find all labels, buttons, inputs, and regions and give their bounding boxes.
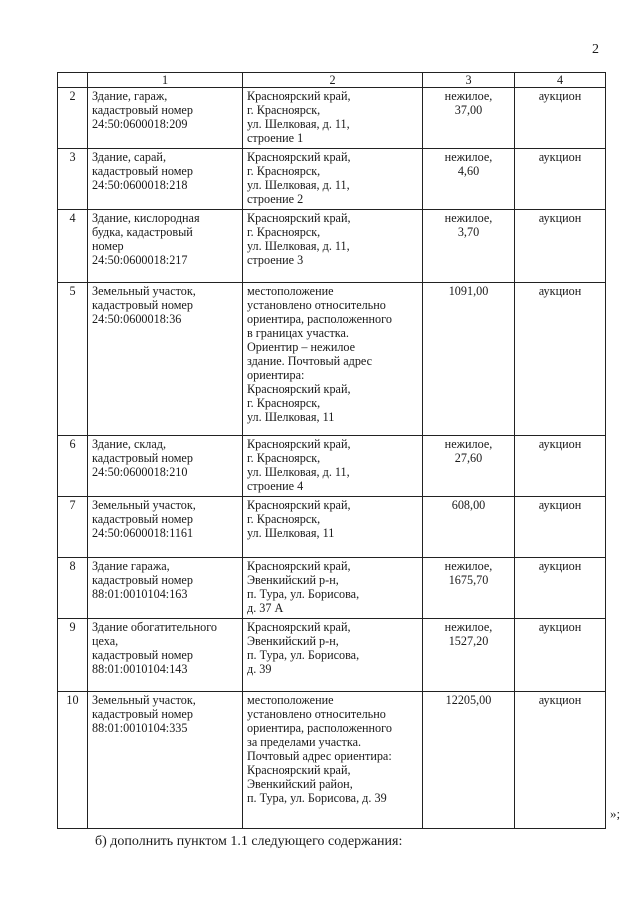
object-area-cell-line: нежилое, xyxy=(444,559,493,573)
object-area-cell-line: 3,70 xyxy=(457,225,480,239)
object-area-cell-line: 27,60 xyxy=(454,451,483,465)
header-cell-num xyxy=(58,73,88,88)
object-address-cell-line: г. Красноярск, xyxy=(247,396,321,410)
object-address-cell xyxy=(243,210,423,283)
object-address-cell-line: Почтовый адрес ориентира: xyxy=(247,749,392,763)
object-address-cell xyxy=(243,497,423,558)
object-description-cell-line: 24:50:0600018:218 xyxy=(92,178,188,192)
row-number-cell: 7 xyxy=(58,497,88,558)
object-area-cell xyxy=(423,283,515,436)
object-address-cell-line: Красноярский край, xyxy=(247,437,351,451)
object-address-cell-line: ул. Шелковая, д. 11, xyxy=(247,178,350,192)
object-description-cell-line: цеха, xyxy=(92,634,119,648)
row-number-cell: 4 xyxy=(58,210,88,283)
object-description-cell-line: Земельный участок, xyxy=(92,284,196,298)
object-description-cell xyxy=(88,283,243,436)
object-address-cell-line: г. Красноярск, xyxy=(247,451,321,465)
object-area-cell-line: нежилое, xyxy=(444,89,493,103)
object-address-cell-line: установлено относительно xyxy=(247,707,386,721)
object-description-cell xyxy=(88,436,243,497)
object-description-cell-line: Земельный участок, xyxy=(92,693,196,707)
object-description-cell xyxy=(88,692,243,829)
row-number-cell: 10 xyxy=(58,692,88,829)
object-area-cell-line: 4,60 xyxy=(457,164,480,178)
object-address-cell-line: п. Тура, ул. Борисова, д. 39 xyxy=(247,791,387,805)
header-cell-method: 4 xyxy=(515,73,606,88)
object-description-cell xyxy=(88,497,243,558)
header-cell-description: 1 xyxy=(88,73,243,88)
object-description-cell-line: Здание, сарай, xyxy=(92,150,166,164)
object-address-cell-line: г. Красноярск, xyxy=(247,225,321,239)
object-description-cell xyxy=(88,210,243,283)
object-address-cell-line: Красноярский край, xyxy=(247,150,351,164)
privatization-method-cell: аукцион xyxy=(515,210,606,283)
object-address-cell xyxy=(243,619,423,692)
object-description-cell-line: кадастровый номер xyxy=(92,573,193,587)
row-number-cell: 8 xyxy=(58,558,88,619)
object-description-cell xyxy=(88,149,243,210)
object-address-cell xyxy=(243,436,423,497)
object-address-cell-line: Ориентир – нежилое xyxy=(247,340,356,354)
object-address-cell-line: Красноярский край, xyxy=(247,89,351,103)
object-description-cell-line: Здание гаража, xyxy=(92,559,170,573)
object-address-cell xyxy=(243,692,423,829)
row-number-cell: 6 xyxy=(58,436,88,497)
object-address-cell-line: д. 39 xyxy=(247,662,272,676)
object-description-cell-line: 24:50:0600018:36 xyxy=(92,312,182,326)
object-address-cell-line: за пределами участка. xyxy=(247,735,362,749)
table-row xyxy=(58,558,606,619)
object-description-cell-line: кадастровый номер xyxy=(92,512,193,526)
property-table xyxy=(57,72,606,829)
header-cell-address: 2 xyxy=(243,73,423,88)
table-row xyxy=(58,283,606,436)
object-area-cell-line: 1527,20 xyxy=(448,634,489,648)
closing-quote-mark: »; xyxy=(610,806,621,821)
table-row xyxy=(58,692,606,829)
page-number: 2 xyxy=(592,42,599,57)
object-address-cell-line: г. Красноярск, xyxy=(247,164,321,178)
object-address-cell-line: Красноярский край, xyxy=(247,498,351,512)
object-address-cell-line: местоположение xyxy=(247,693,334,707)
object-description-cell-line: 24:50:0600018:1161 xyxy=(92,526,194,540)
privatization-method-cell: аукцион xyxy=(515,692,606,829)
object-area-cell xyxy=(423,436,515,497)
object-area-cell-line: нежилое, xyxy=(444,211,493,225)
object-description-cell xyxy=(88,558,243,619)
object-address-cell-line: в границах участка. xyxy=(247,326,349,340)
table-header-row xyxy=(58,73,606,88)
object-address-cell-line: строение 4 xyxy=(247,479,304,493)
table-row xyxy=(58,149,606,210)
object-area-cell xyxy=(423,210,515,283)
object-description-cell-line: Земельный участок, xyxy=(92,498,196,512)
object-address-cell-line: Эвенкийский р-н, xyxy=(247,573,339,587)
table-row xyxy=(58,436,606,497)
object-description-cell-line: кадастровый номер xyxy=(92,164,193,178)
object-address-cell-line: ориентира, расположенного xyxy=(247,721,392,735)
object-area-cell-line: 37,00 xyxy=(454,103,483,117)
object-description-cell xyxy=(88,619,243,692)
object-area-cell xyxy=(423,149,515,210)
object-area-cell-line: 12205,00 xyxy=(445,693,492,707)
row-number-cell: 9 xyxy=(58,619,88,692)
object-address-cell-line: ул. Шелковая, 11 xyxy=(247,526,335,540)
object-description-cell-line: Здание, гараж, xyxy=(92,89,168,103)
object-description-cell-line: 88:01:0010104:163 xyxy=(92,587,188,601)
object-area-cell xyxy=(423,692,515,829)
object-description-cell-line: кадастровый номер xyxy=(92,648,193,662)
table-row xyxy=(58,497,606,558)
object-description-cell-line: 88:01:0010104:335 xyxy=(92,721,188,735)
privatization-method-cell: аукцион xyxy=(515,88,606,149)
privatization-method-cell: аукцион xyxy=(515,558,606,619)
object-description-cell-line: кадастровый номер xyxy=(92,451,193,465)
object-description-cell-line: 24:50:0600018:210 xyxy=(92,465,188,479)
object-area-cell-line: нежилое, xyxy=(444,437,493,451)
object-description-cell-line: будка, кадастровый xyxy=(92,225,193,239)
object-description-cell-line: 24:50:0600018:209 xyxy=(92,117,188,131)
privatization-method-cell: аукцион xyxy=(515,283,606,436)
object-description-cell-line: кадастровый номер xyxy=(92,298,193,312)
object-address-cell xyxy=(243,558,423,619)
object-address-cell-line: ул. Шелковая, д. 11, xyxy=(247,117,350,131)
object-address-cell-line: ул. Шелковая, д. 11, xyxy=(247,239,350,253)
object-address-cell-line: Эвенкийский район, xyxy=(247,777,353,791)
object-address-cell xyxy=(243,149,423,210)
object-address-cell-line: здание. Почтовый адрес xyxy=(247,354,373,368)
amendment-sub-item: б) дополнить пунктом 1.1 следующего содержания: xyxy=(95,834,403,849)
table-row xyxy=(58,210,606,283)
object-address-cell-line: строение 3 xyxy=(247,253,304,267)
object-address-cell-line: ориентира, расположенного xyxy=(247,312,392,326)
object-area-cell-line: нежилое, xyxy=(444,620,493,634)
object-address-cell xyxy=(243,283,423,436)
object-address-cell-line: Красноярский край, xyxy=(247,620,351,634)
object-area-cell-line: 608,00 xyxy=(451,498,486,512)
object-address-cell-line: ул. Шелковая, д. 11, xyxy=(247,465,350,479)
row-number-cell: 3 xyxy=(58,149,88,210)
object-address-cell xyxy=(243,88,423,149)
object-address-cell-line: г. Красноярск, xyxy=(247,103,321,117)
object-address-cell-line: п. Тура, ул. Борисова, xyxy=(247,648,360,662)
privatization-method-cell: аукцион xyxy=(515,436,606,497)
object-description-cell-line: кадастровый номер xyxy=(92,103,193,117)
object-address-cell-line: п. Тура, ул. Борисова, xyxy=(247,587,360,601)
table-row xyxy=(58,88,606,149)
object-area-cell-line: 1091,00 xyxy=(448,284,489,298)
object-address-cell-line: Эвенкийский р-н, xyxy=(247,634,339,648)
object-address-cell-line: строение 2 xyxy=(247,192,304,206)
object-description-cell-line: 88:01:0010104:143 xyxy=(92,662,188,676)
object-description-cell-line: номер xyxy=(92,239,124,253)
object-address-cell-line: Красноярский край, xyxy=(247,559,351,573)
privatization-method-cell: аукцион xyxy=(515,619,606,692)
object-address-cell-line: г. Красноярск, xyxy=(247,512,321,526)
object-address-cell-line: местоположение xyxy=(247,284,334,298)
object-address-cell-line: ориентира: xyxy=(247,368,305,382)
object-area-cell xyxy=(423,558,515,619)
table-row xyxy=(58,619,606,692)
object-address-cell-line: Красноярский край, xyxy=(247,382,351,396)
row-number-cell: 5 xyxy=(58,283,88,436)
object-area-cell xyxy=(423,497,515,558)
object-area-cell xyxy=(423,88,515,149)
object-area-cell xyxy=(423,619,515,692)
object-description-cell-line: Здание, кислородная xyxy=(92,211,200,225)
object-address-cell-line: ул. Шелковая, 11 xyxy=(247,410,335,424)
privatization-method-cell: аукцион xyxy=(515,149,606,210)
object-address-cell-line: Красноярский край, xyxy=(247,763,351,777)
object-area-cell-line: нежилое, xyxy=(444,150,493,164)
object-description-cell-line: кадастровый номер xyxy=(92,707,193,721)
object-description-cell-line: Здание обогатительного xyxy=(92,620,218,634)
object-description-cell xyxy=(88,88,243,149)
object-area-cell-line: 1675,70 xyxy=(448,573,489,587)
object-address-cell-line: Красноярский край, xyxy=(247,211,351,225)
object-description-cell-line: 24:50:0600018:217 xyxy=(92,253,188,267)
object-address-cell-line: установлено относительно xyxy=(247,298,386,312)
header-cell-area: 3 xyxy=(423,73,515,88)
privatization-method-cell: аукцион xyxy=(515,497,606,558)
row-number-cell: 2 xyxy=(58,88,88,149)
object-address-cell-line: д. 37 А xyxy=(247,601,284,615)
object-description-cell-line: Здание, склад, xyxy=(92,437,167,451)
object-address-cell-line: строение 1 xyxy=(247,131,304,145)
